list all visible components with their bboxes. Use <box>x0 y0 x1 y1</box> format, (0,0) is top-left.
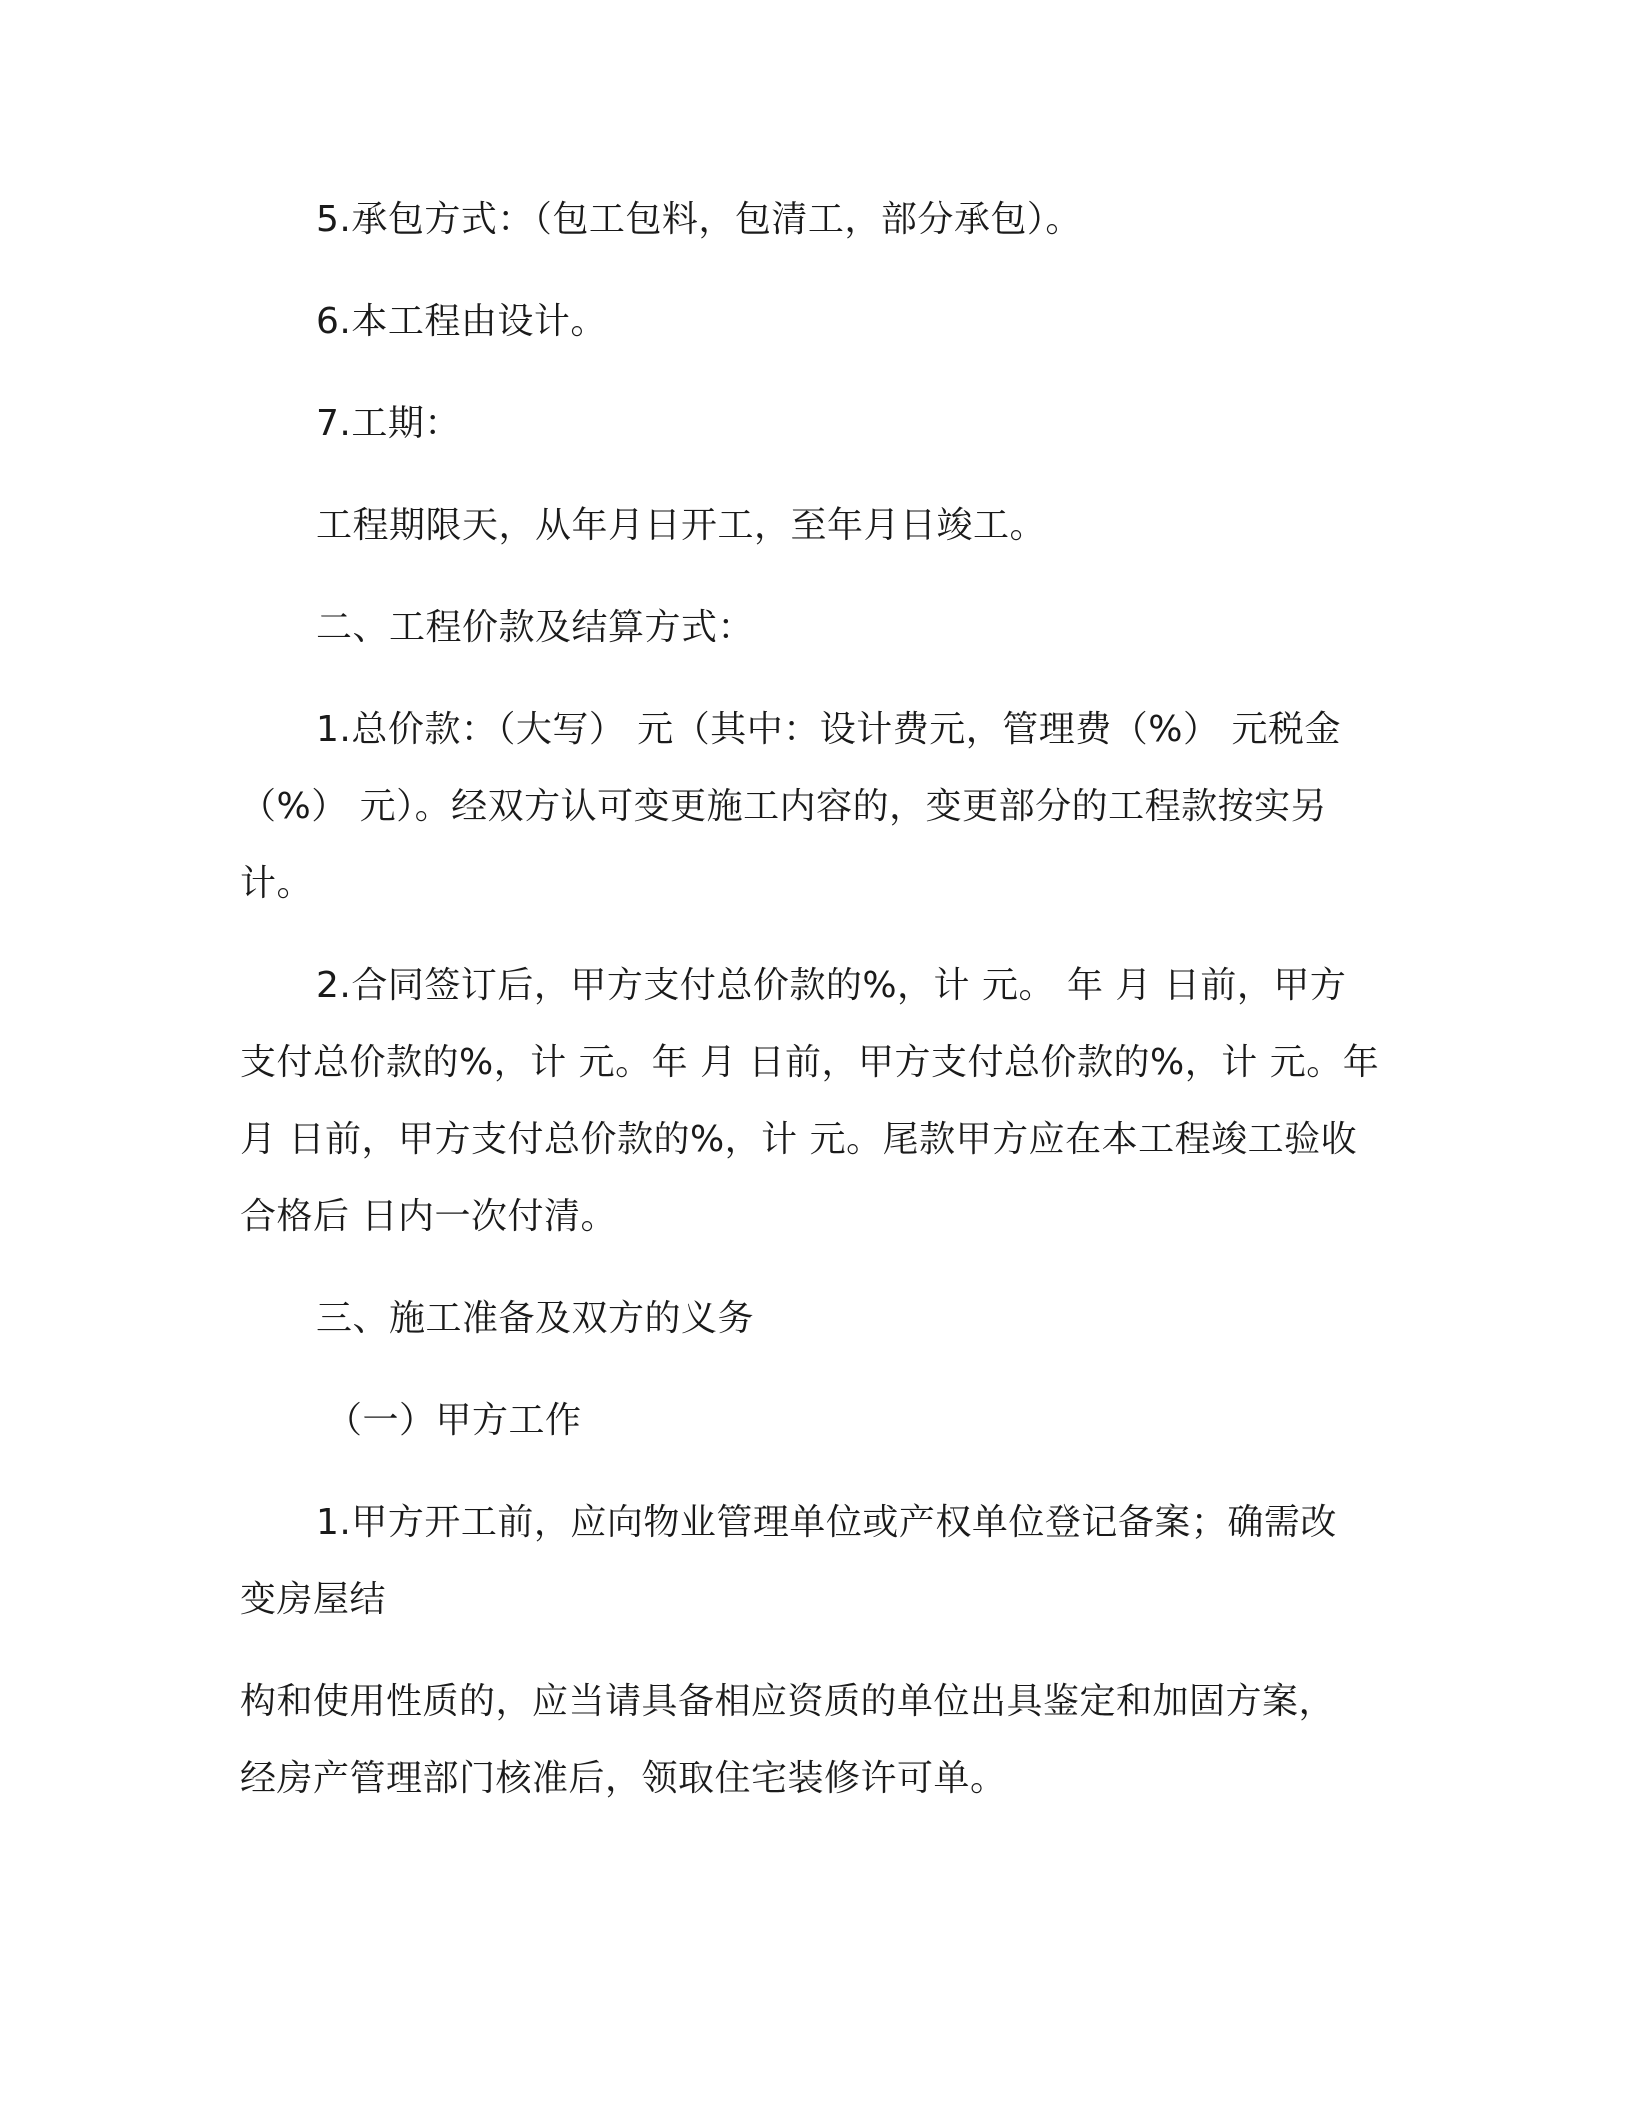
party-a-clause-1-line-2: 变房屋结 <box>240 1579 387 1620</box>
section-3-heading: 三、施工准备及双方的义务 <box>316 1298 755 1339</box>
section-2-heading: 二、工程价款及结算方式： <box>316 607 755 648</box>
payment-clause-line-1: 2.合同签订后，甲方支付总价款的%，计 元。 年 月 日前，甲方 <box>316 965 1347 1006</box>
payment-clause-line-4: 合格后 日内一次付清。 <box>240 1196 617 1237</box>
price-clause-line-1: 1.总价款：（大写） 元（其中：设计费元，管理费（%） 元税金 <box>316 709 1341 750</box>
party-a-clause-1-line-1: 1.甲方开工前，应向物业管理单位或产权单位登记备案；确需改 <box>316 1502 1337 1543</box>
clause-5-contract-method: 5.承包方式：（包工包料，包清工，部分承包）。 <box>316 199 1082 240</box>
price-clause-line-3: 计。 <box>240 863 314 904</box>
party-a-clause-1-line-4: 经房产管理部门核准后，领取住宅装修许可单。 <box>240 1758 1007 1799</box>
payment-clause-line-2: 支付总价款的%，计 元。年 月 日前，甲方支付总价款的%，计 元。年 <box>240 1042 1380 1083</box>
price-clause-line-2: （%） 元）。经双方认可变更施工内容的，变更部分的工程款按实另 <box>240 786 1328 827</box>
payment-clause-line-3: 月 日前，甲方支付总价款的%，计 元。尾款甲方应在本工程竣工验收 <box>240 1119 1358 1160</box>
duration-text: 工程期限天，从年月日开工，至年月日竣工。 <box>316 505 1047 546</box>
party-a-clause-1-line-3: 构和使用性质的，应当请具备相应资质的单位出具鉴定和加固方案， <box>240 1681 1336 1722</box>
party-a-work-heading: （一）甲方工作 <box>326 1400 582 1441</box>
clause-6-design: 6.本工程由设计。 <box>316 301 607 342</box>
clause-7-duration-heading: 7.工期： <box>316 403 461 444</box>
